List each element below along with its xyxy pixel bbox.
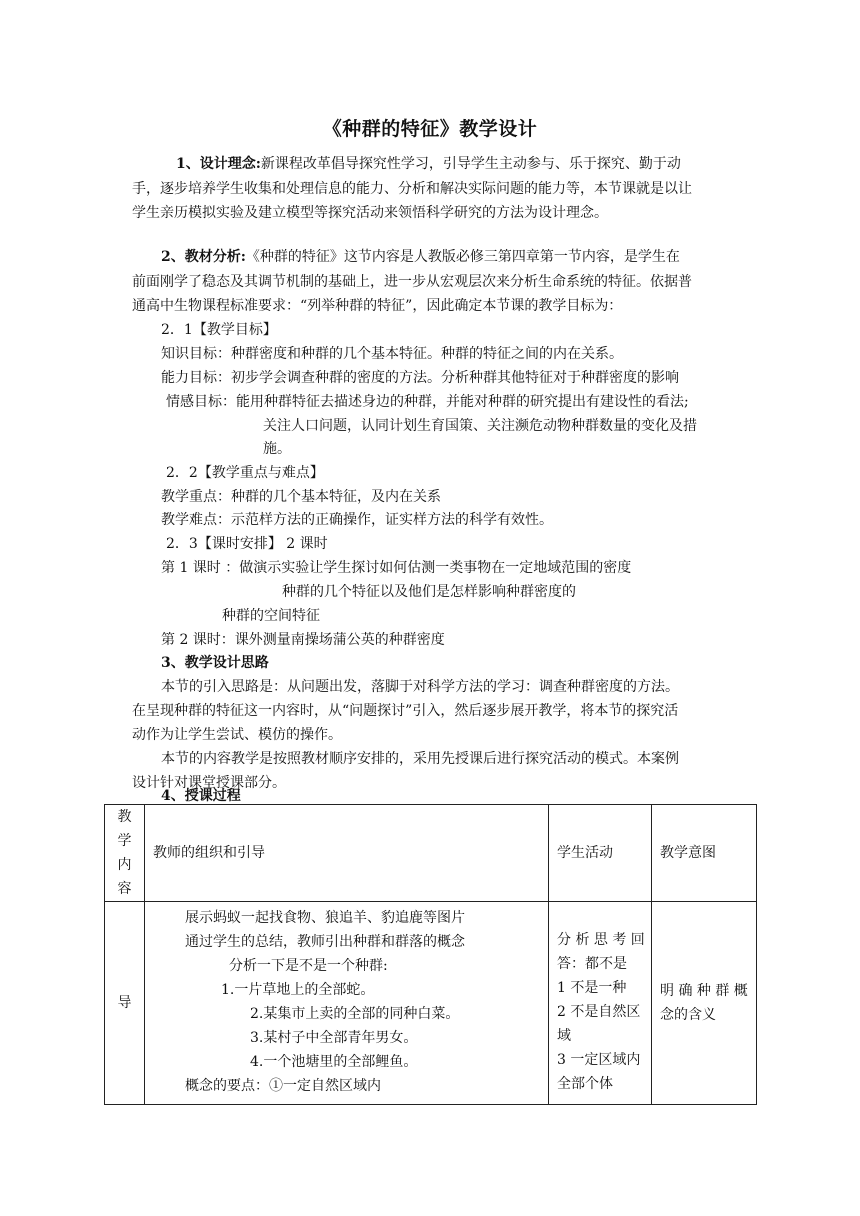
teacher-line: 2.某集市上卖的全部的同种白菜。: [250, 1006, 460, 1022]
student-line: 域: [557, 1028, 571, 1044]
section3-p1: 动作为让学生尝试、模仿的操作。: [132, 727, 342, 743]
goal-knowledge: 知识目标：种群密度和种群的几个基本特征。种群的特征之间的内在关系。: [161, 346, 623, 362]
section1-heading: 1、设计理念:: [176, 156, 261, 172]
keypoints-heading: 2．2【教学重点与难点】: [166, 465, 324, 481]
schedule-heading: 2．3【课时安排】 2 课时: [166, 536, 328, 552]
header-stage: 教学内容: [105, 805, 145, 902]
lesson-process-table: [104, 804, 757, 1105]
section2-line: 通高中生物课程标准要求：“列举种群的特征”，因此确定本节课的教学目标为：: [132, 298, 623, 314]
section3-p2: 本节的内容教学是按照教材顺序安排的，采用先授课后进行探究活动的模式。本案例: [161, 751, 679, 767]
student-line: 2 不是自然区: [557, 1004, 641, 1020]
difficult-point: 教学难点：示范样方法的正确操作，证实样方法的科学有效性。: [161, 512, 553, 528]
student-line: 1 不是一种: [557, 980, 627, 996]
lesson1-line: 种群的几个特征以及他们是怎样影响种群密度的: [282, 584, 576, 600]
table-header-row: [105, 805, 757, 902]
goal-emotion-cont: 施。: [263, 441, 291, 457]
lesson1-line: 种群的空间特征: [222, 608, 320, 624]
teacher-line: 3.某村子中全部青年男女。: [250, 1030, 418, 1046]
table-row: [105, 902, 757, 1105]
section1-line: 学生亲历模拟实验及建立模型等探究活动来领悟科学研究的方法为设计理念。: [132, 205, 608, 221]
student-line: 分 析 思 考 回: [557, 932, 645, 948]
intent-line: 明 确 种 群 概: [660, 983, 748, 999]
teacher-line: 分析一下是不是一个种群:: [229, 958, 388, 974]
intent-line: 念的含义: [660, 1007, 716, 1023]
teacher-line: 1.一片草地上的全部蛇。: [221, 982, 375, 998]
student-line: 3 一定区域内: [557, 1052, 641, 1068]
teacher-line: 展示蚂蚁一起找食物、狼追羊、豹追鹿等图片: [185, 910, 465, 926]
teacher-line: 概念的要点：①一定自然区域内: [185, 1078, 381, 1094]
intent-cell: [652, 902, 757, 1105]
student-line: 答：都不是: [557, 956, 627, 972]
section2-first-line: [161, 245, 680, 269]
section2-heading: 2、教材分析:: [161, 249, 246, 265]
student-line: 全部个体: [557, 1076, 613, 1092]
section2-text: 《种群的特征》这节内容是人教版必修三第四章第一节内容，是学生在: [245, 249, 680, 265]
goal-emotion-cont: 关注人口问题，认同计划生育国策、关注濒危动物种群数量的变化及措: [263, 418, 697, 434]
section3-heading: 3、教学设计思路: [161, 655, 269, 671]
document-title: 《种群的特征》教学设计: [322, 118, 538, 140]
student-cell: [549, 902, 652, 1105]
header-student: 学生活动: [549, 805, 652, 902]
header-teacher: 教师的组织和引导: [145, 805, 549, 902]
stage-cell: 导: [105, 902, 145, 1105]
teacher-cell: [145, 902, 549, 1105]
section3-p1: 在呈现种群的特征这一内容时，从“问题探讨”引入，然后逐步展开教学，将本节的探究活: [132, 703, 679, 719]
key-point: 教学重点：种群的几个基本特征，及内在关系: [161, 489, 441, 505]
teacher-line: 通过学生的总结，教师引出种群和群落的概念: [185, 934, 465, 950]
section3-p2: 设计针对课堂授课部分。: [132, 775, 286, 791]
lesson1-line: 第 1 课时 ：做演示实验让学生探讨如何估测一类事物在一定地域范围的密度: [161, 560, 632, 576]
section1-line: 手，逐步培养学生收集和处理信息的能力、分析和解决实际问题的能力等，本节课就是以让: [132, 181, 692, 197]
lesson2-line: 第 2 课时：课外测量南操场蒲公英的种群密度: [161, 632, 445, 648]
teacher-line: 4.一个池塘里的全部鲤鱼。: [250, 1054, 418, 1070]
section3-p1: 本节的引入思路是：从问题出发，落脚于对科学方法的学习：调查种群密度的方法。: [161, 679, 679, 695]
goals-heading: 2．1【教学目标】: [161, 322, 277, 338]
goal-emotion: 情感目标：能用种群特征去描述身边的种群，并能对种群的研究提出有建设性的看法;: [166, 394, 689, 410]
section4-heading: 4、授课过程: [161, 788, 241, 804]
section2-line: 前面刚学了稳态及其调节机制的基础上，进一步从宏观层次来分析生命系统的特征。依据普: [132, 274, 692, 290]
section1-first-line: [176, 152, 681, 176]
section1-text: 新课程改革倡导探究性学习，引导学生主动参与、乐于探究、勤于动: [260, 156, 681, 172]
header-intent: 教学意图: [652, 805, 757, 902]
goal-ability: 能力目标：初步学会调查种群的密度的方法。分析种群其他特征对于种群密度的影响: [161, 370, 679, 386]
